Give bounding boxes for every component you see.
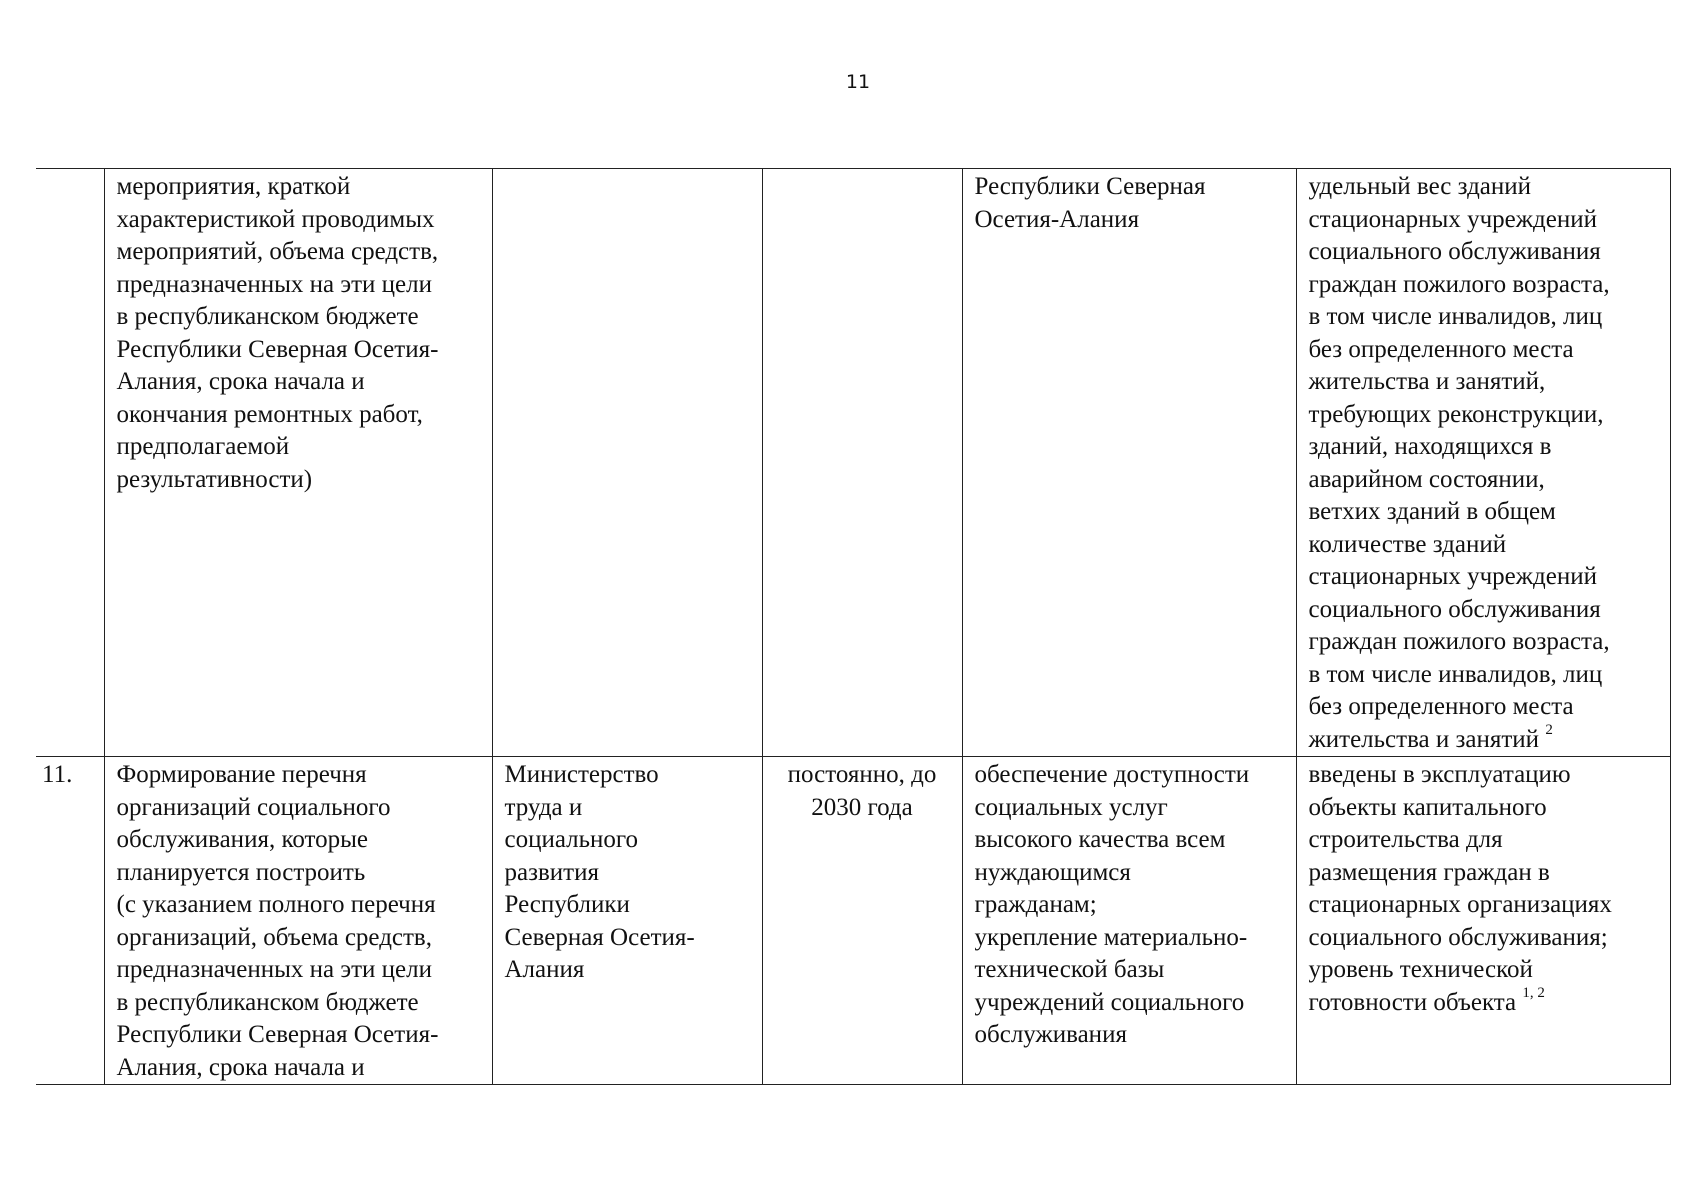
indicator-text: удельный вес зданий стационарных учреждений социального обслуживания граждан пожилого возраста, в том числе инвалидов, лиц без определенного места жительства и занятий, требующих реконструкции, зданий, находящихся в аварийном состоянии, ветхих зданий в общем количестве зданий стационарных учреждений социального обслуживания граждан пожилого возраста, в том числе инвалидов, лиц без определенного места жительства и занятий — [1308, 173, 1610, 753]
event-cell — [104, 169, 492, 757]
event-text: мероприятия, краткой характеристикой проводимых мероприятий, объема средств, предназначенных на эти цели в республиканском бюджете Республики Северная Осетия- Алания, срока начала и окончания ремонтных работ, предполагаемой результативности) — [116, 173, 439, 493]
footnote-ref: 2 — [1545, 722, 1553, 739]
result-text: обеспечение доступности социальных услуг высокого качества всем нуждающимся гражданам; укрепление материально- технической базы учреждений социального обслуживания — [974, 761, 1250, 1048]
responsible-cell — [492, 169, 762, 757]
footnote-ref: 1, 2 — [1522, 985, 1545, 1002]
term-cell — [762, 169, 962, 757]
indicator-text: введены в эксплуатацию объекты капитального строительства для размещения граждан в стационарных организациях социального обслуживания; уровень технической готовности объекта — [1308, 761, 1612, 1016]
term-cell — [762, 757, 962, 1085]
result-cell — [962, 169, 1296, 757]
result-cell — [962, 757, 1296, 1085]
responsible-text: Министерство труда и социального развития Республики Северная Осетия- Алания — [504, 761, 695, 983]
responsible-cell — [492, 757, 762, 1085]
indicator-block — [1309, 171, 1660, 756]
row-number: 11. — [42, 761, 73, 788]
measures-table — [36, 168, 1671, 1085]
row-number-cell — [36, 757, 104, 1085]
indicator-block — [1309, 759, 1660, 1019]
row-number-cell — [36, 169, 104, 757]
term-text: постоянно, до 2030 года — [787, 761, 937, 821]
event-cell — [104, 757, 492, 1085]
table-row — [36, 169, 1670, 757]
result-text: Республики Северная Осетия-Алания — [974, 173, 1206, 233]
table-row — [36, 757, 1670, 1085]
page-number: 11 — [845, 71, 871, 93]
event-text: Формирование перечня организаций социального обслуживания, которые планируется построить (с указанием полного перечня организаций, объема средств, предназначенных на эти цели в республиканском бюджете Республики Северная Осетия- Алания, срока начала и — [116, 761, 439, 1081]
indicator-cell — [1296, 169, 1670, 757]
indicator-cell — [1296, 757, 1670, 1085]
